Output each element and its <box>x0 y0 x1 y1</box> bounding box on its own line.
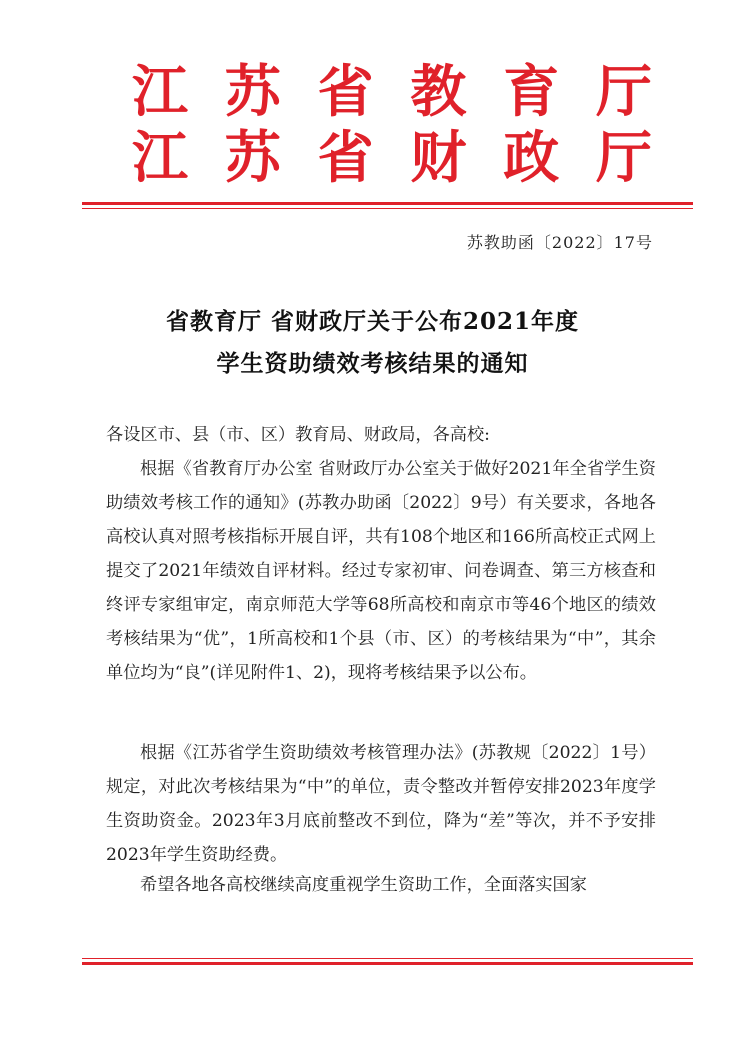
issuer-char: 苏 <box>224 125 281 191</box>
issuer-char: 教 <box>410 59 467 125</box>
body-paragraph: 根据《江苏省学生资助绩效考核管理办法》(苏教规〔2022〕1号）规定，对此次考核结果为“中”的单位，责令整改并暂停安排2023年度学生资助资金。2023年3月底前整改不到位，降为“差”等次，并不予安排2023年学生资助经费。 <box>106 743 656 865</box>
document-title-line1: 省教育厅 省财政厅关于公布2021年度 <box>165 308 580 335</box>
issuer-name-finance <box>132 125 652 191</box>
issuer-char: 江 <box>132 125 188 191</box>
issuer-char: 江 <box>132 59 188 125</box>
issuer-char: 厅 <box>595 125 652 191</box>
footer-rule-thin <box>82 958 693 959</box>
issuer-char: 政 <box>503 125 560 191</box>
issuer-name-education <box>132 59 652 125</box>
issuer-char: 厅 <box>595 59 652 125</box>
issuer-char: 育 <box>503 59 560 125</box>
header-rule-thick <box>82 202 693 205</box>
issuer-char: 财 <box>410 125 467 191</box>
issuer-char: 省 <box>317 125 374 191</box>
addressee: 各设区市、县（市、区）教育局、财政局，各高校: <box>106 425 490 445</box>
footer-rule-thick <box>82 962 693 965</box>
document-title-line2: 学生资助绩效考核结果的通知 <box>216 350 529 377</box>
issuer-char: 省 <box>317 59 374 125</box>
body-paragraph: 希望各地各高校继续高度重视学生资助工作，全面落实国家 <box>140 875 587 895</box>
issuer-char: 苏 <box>224 59 281 125</box>
document-number: 苏教助函〔2022〕17号 <box>466 233 653 252</box>
body-paragraph: 根据《省教育厅办公室 省财政厅办公室关于做好2021年全省学生资助绩效考核工作的通知》(苏教办助函〔2022〕9号）有关要求，各地各高校认真对照考核指标开展自评，共有108个地区和166所高校正式网上提交了2021年绩效自评材料。经过专家初审、问卷调查、第三方核查和终评专家组审定，南京师范大学等68所高校和南京市等46个地区的绩效考核结果为“优”，1所高校和1个县（市、区）的考核结果为“中”，其余单位均为“良”(详见附件1、2)，现将考核结果予以公布。 <box>106 459 656 683</box>
header-rule-thin <box>82 208 693 209</box>
